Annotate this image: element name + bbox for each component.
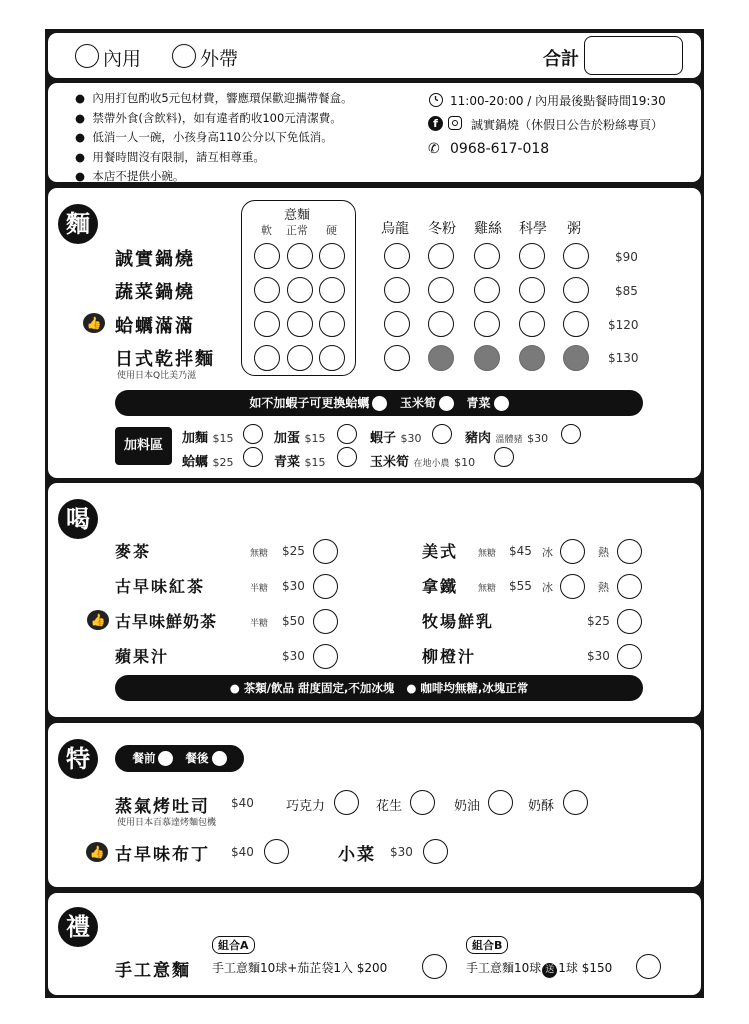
swap-clam-checkbox[interactable]: [372, 396, 387, 411]
texture-checkbox[interactable]: [319, 277, 345, 303]
toast-price: $40: [231, 796, 254, 810]
swap-text: 如不加蝦子可更換蛤蠣: [249, 396, 370, 410]
notice-panel: [48, 83, 701, 182]
topping-checkbox[interactable]: [410, 790, 435, 815]
texture-soft: 軟: [261, 224, 272, 237]
addon-item: 蝦子 $30: [370, 431, 422, 446]
recommend-icon: 👍: [83, 313, 105, 333]
topping-label: 花生: [376, 799, 403, 814]
noodle-type-checkbox[interactable]: [474, 243, 500, 269]
noodle-type-instant: 科學: [519, 221, 547, 237]
texture-checkbox[interactable]: [319, 243, 345, 269]
combo-b-text: 手工意麵10球 送 1球 $150: [466, 959, 612, 978]
drink-price: $45: [509, 544, 532, 558]
addon-noodle-checkbox[interactable]: [243, 424, 263, 444]
topping-label: 巧克力: [286, 799, 326, 814]
rule-item: ● 禁帶外食(含飲料)，如有違者酌收100元清潔費。: [75, 110, 342, 125]
texture-checkbox[interactable]: [254, 345, 280, 371]
recommend-icon: 👍: [86, 842, 108, 862]
swap-bar: [115, 390, 643, 416]
noodle-item-name: 日式乾拌麵: [115, 349, 215, 370]
drink-price: $30: [282, 649, 305, 663]
drink-checkbox[interactable]: [313, 539, 338, 564]
combo-a-label: 組合A: [212, 936, 255, 954]
addon-item: 玉米筍 在地小農 $10: [370, 455, 476, 470]
swap-option-veg: 青菜: [466, 396, 491, 410]
side-dish-price: $30: [390, 845, 413, 859]
before-meal-checkbox[interactable]: [158, 751, 173, 766]
addon-item: 蛤蠣 $25: [182, 455, 234, 470]
noodle-type-checkbox[interactable]: [563, 311, 589, 337]
gift-item-name: 手工意麵: [115, 961, 191, 981]
noodle-type-unavailable: [519, 345, 545, 371]
noodle-type-checkbox[interactable]: [428, 243, 454, 269]
order-header: [48, 33, 701, 78]
combo-b-checkbox[interactable]: [636, 954, 661, 979]
drink-sugar: 無糖: [478, 549, 497, 559]
texture-normal: 正常: [286, 224, 308, 237]
hot-checkbox[interactable]: [617, 574, 642, 599]
takeout-checkbox[interactable]: [172, 44, 196, 68]
noodle-item-note: 使用日本Q比美乃滋: [117, 371, 197, 381]
addon-corn-checkbox[interactable]: [494, 447, 514, 467]
drink-price: $50: [282, 614, 305, 628]
drink-price: $55: [509, 579, 532, 593]
toast-name: 蒸氣烤吐司: [115, 797, 210, 817]
drink-sugar: 半糖: [250, 619, 269, 629]
noodle-type-checkbox[interactable]: [474, 277, 500, 303]
swap-option-corn: 玉米筍: [399, 396, 436, 410]
combo-a-checkbox[interactable]: [422, 954, 447, 979]
texture-checkbox[interactable]: [319, 345, 345, 371]
after-meal-checkbox[interactable]: [212, 751, 227, 766]
drink-name: 麥茶: [115, 542, 152, 561]
gift-section: [48, 893, 701, 995]
drink-name: 古早味紅茶: [115, 577, 206, 596]
menu-sheet: [45, 29, 704, 998]
hot-checkbox[interactable]: [617, 539, 642, 564]
noodle-item-name: 蔬菜鍋燒: [115, 282, 195, 303]
drink-note-bar: ● 茶類/飲品 甜度固定,不加冰塊 ● 咖啡均無糖,冰塊正常: [115, 675, 643, 701]
texture-checkbox[interactable]: [254, 243, 280, 269]
noodle-item-name: 蛤蠣滿滿: [115, 316, 195, 337]
addon-veg-checkbox[interactable]: [337, 447, 357, 467]
pudding-name: 古早味布丁: [115, 845, 210, 865]
addon-label: 加料區: [115, 427, 172, 465]
ice-label: 冰: [542, 546, 553, 559]
after-meal-label: 餐後: [185, 751, 209, 765]
takeout-label: 外帶: [200, 48, 239, 70]
noodle-type-checkbox[interactable]: [384, 277, 410, 303]
special-badge: 特: [58, 739, 98, 779]
noodle-item-price: $85: [615, 284, 638, 298]
texture-checkbox[interactable]: [254, 277, 280, 303]
rules-list: [75, 89, 353, 187]
noodle-type-checkbox[interactable]: [563, 243, 589, 269]
total-label: 合計: [543, 49, 579, 70]
facebook-icon: f: [428, 116, 443, 131]
combo-b-label: 組合B: [466, 936, 508, 954]
drink-name: 拿鐵: [422, 577, 459, 596]
social-text: 誠實鍋燒（休假日公告於粉絲專頁）: [471, 118, 664, 132]
noodle-type-checkbox[interactable]: [519, 243, 545, 269]
noodle-type-vermicelli: 冬粉: [428, 221, 456, 237]
drink-checkbox[interactable]: [313, 644, 338, 669]
combo-a-text: 手工意麵10球+茄芷袋1入 $200: [212, 961, 388, 975]
gift-badge: 禮: [58, 907, 98, 947]
noodle-type-checkbox[interactable]: [384, 243, 410, 269]
drink-price: $25: [282, 544, 305, 558]
pudding-price: $40: [231, 845, 254, 859]
dine-in-label: 內用: [103, 48, 142, 70]
ice-checkbox[interactable]: [560, 574, 585, 599]
texture-checkbox[interactable]: [287, 277, 313, 303]
addon-shrimp-checkbox[interactable]: [432, 424, 452, 444]
drink-name: 美式: [422, 542, 459, 561]
rule-item: ● 用餐時間沒有限制，請互相尊重。: [75, 149, 265, 164]
topping-label: 奶酥: [528, 799, 555, 814]
noodle-type-unavailable: [474, 345, 500, 371]
instagram-icon: [448, 116, 462, 130]
drink-name: 柳橙汁: [422, 647, 477, 666]
topping-checkbox[interactable]: [563, 790, 588, 815]
swap-veg-checkbox[interactable]: [494, 396, 509, 411]
noodle-type-checkbox[interactable]: [519, 311, 545, 337]
noodle-item-price: $120: [608, 318, 639, 332]
drink-checkbox[interactable]: [313, 574, 338, 599]
rule-item: ● 低消一人一碗，小孩身高110公分以下免低消。: [75, 130, 333, 144]
drink-note-1: 茶類/飲品 甜度固定,不加冰塊: [243, 681, 395, 695]
texture-checkbox[interactable]: [287, 311, 313, 337]
noodle-type-unavailable: [428, 345, 454, 371]
swap-corn-checkbox[interactable]: [439, 396, 454, 411]
noodle-type-chicken: 雞絲: [474, 221, 502, 237]
side-dish-checkbox[interactable]: [423, 839, 448, 864]
drink-badge: 喝: [58, 499, 98, 539]
drink-section: [48, 483, 701, 717]
total-field[interactable]: [584, 36, 683, 75]
noodle-item-price: $90: [615, 250, 638, 264]
drink-price: $25: [587, 614, 610, 628]
addon-item: 豬肉 溫體豬 $30: [465, 431, 549, 446]
hot-label: 熱: [598, 546, 609, 559]
noodle-type-checkbox[interactable]: [428, 277, 454, 303]
drink-checkbox[interactable]: [617, 644, 642, 669]
drink-sugar: 無糖: [478, 584, 497, 594]
addon-item: 加蛋 $15: [274, 431, 326, 446]
toast-note: 使用日本百慕達烤麵包機: [117, 818, 217, 828]
noodle-type-udon: 烏龍: [381, 221, 409, 237]
drink-sugar: 無糖: [250, 549, 269, 559]
noodle-type-checkbox[interactable]: [384, 345, 410, 371]
addon-item: 加麵 $15: [182, 431, 234, 446]
recommend-icon: 👍: [87, 610, 109, 630]
timing-bar: [115, 745, 244, 772]
gift-send-badge: 送: [542, 963, 557, 978]
noodle-badge: 麵: [58, 204, 98, 244]
topping-label: 奶油: [454, 799, 481, 814]
noodle-type-congee: 粥: [567, 221, 581, 237]
pudding-checkbox[interactable]: [264, 839, 289, 864]
noodle-type-checkbox[interactable]: [563, 277, 589, 303]
noodle-type-checkbox[interactable]: [519, 277, 545, 303]
texture-checkbox[interactable]: [319, 311, 345, 337]
drink-checkbox[interactable]: [617, 609, 642, 634]
hours-text: 11:00-20:00 / 內用最後點餐時間19:30: [450, 94, 666, 108]
rule-item: ● 內用打包酌收5元包材費，響應環保歡迎攜帶餐盒。: [75, 91, 353, 105]
noodle-type-checkbox[interactable]: [384, 311, 410, 337]
noodle-section: [48, 188, 701, 478]
topping-checkbox[interactable]: [334, 790, 359, 815]
noodle-type-unavailable: [563, 345, 589, 371]
texture-checkbox[interactable]: [287, 243, 313, 269]
drink-sugar: 半糖: [250, 584, 269, 594]
noodle-item-name: 誠實鍋燒: [115, 249, 195, 270]
rule-item: ● 本店不提供小碗。: [75, 169, 185, 183]
hot-label: 熱: [598, 581, 609, 594]
noodle-item-price: $130: [608, 351, 639, 365]
drink-name: 蘋果汁: [115, 647, 170, 666]
drink-name: 牧場鮮乳: [422, 612, 495, 631]
texture-hard: 硬: [326, 224, 337, 237]
topping-checkbox[interactable]: [488, 790, 513, 815]
pasta-header: 意麵: [284, 208, 311, 223]
phone-number: 0968-617-018: [450, 141, 550, 157]
addon-egg-checkbox[interactable]: [337, 424, 357, 444]
dine-in-checkbox[interactable]: [75, 44, 99, 68]
special-section: [48, 723, 701, 887]
side-dish-name: 小菜: [338, 845, 376, 865]
drink-price: $30: [282, 579, 305, 593]
ice-checkbox[interactable]: [560, 539, 585, 564]
addon-item: 青菜 $15: [274, 455, 326, 470]
texture-checkbox[interactable]: [254, 311, 280, 337]
texture-checkbox[interactable]: [287, 345, 313, 371]
phone-icon: ✆: [428, 141, 440, 157]
clock-icon: [429, 93, 443, 107]
noodle-type-checkbox[interactable]: [474, 311, 500, 337]
drink-checkbox[interactable]: [313, 609, 338, 634]
addon-clam-checkbox[interactable]: [243, 447, 263, 467]
noodle-type-checkbox[interactable]: [428, 311, 454, 337]
drink-note-2: 咖啡均無糖,冰塊正常: [420, 681, 529, 695]
addon-pork-checkbox[interactable]: [561, 424, 581, 444]
before-meal-label: 餐前: [132, 751, 156, 765]
drink-name: 古早味鮮奶茶: [115, 612, 218, 631]
ice-label: 冰: [542, 581, 553, 594]
drink-price: $30: [587, 649, 610, 663]
